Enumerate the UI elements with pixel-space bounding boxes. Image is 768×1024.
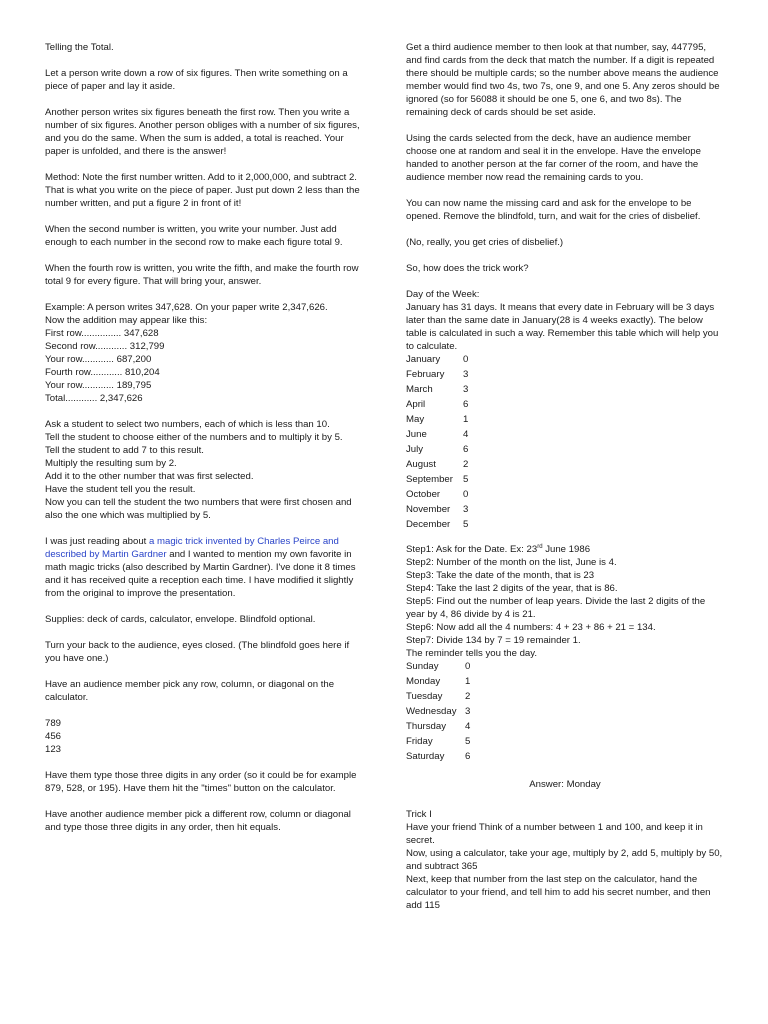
paragraph: Turn your back to the audience, eyes closed. (The blindfold goes here if you have one.) [45, 640, 350, 664]
row-label: January [406, 354, 441, 365]
row-label: September [406, 474, 453, 485]
student-line: Add it to the other number that was first selected. [45, 471, 254, 482]
row-code: 0 [465, 661, 471, 672]
table-row [406, 720, 470, 735]
day-of-week-section [406, 288, 724, 533]
row-label: July [406, 444, 424, 455]
row-label: Saturday [406, 751, 445, 762]
right-column [406, 41, 724, 925]
paragraph-method: Method: Note the first number written. Add to it 2,000,000, and subtract 2. That is what you write on the piece of paper. Just put down 2 less than the number written, and put a figure 2 in front of it! [45, 172, 360, 209]
row-label: Wednesday [406, 706, 457, 717]
table-row [406, 750, 470, 765]
trick-line: Trick I [406, 809, 432, 820]
row-code: 6 [463, 444, 469, 455]
keypad-block [45, 717, 363, 756]
row-label: December [406, 519, 451, 530]
step-line [406, 543, 724, 556]
table-row [406, 518, 468, 533]
table-row [406, 443, 468, 458]
row-label: August [406, 459, 436, 470]
step-line: Step6: Now add all the 4 numbers: 4 + 23 + 86 + 21 = 134. [406, 622, 656, 633]
table-row [406, 413, 468, 428]
row-code: 2 [465, 691, 471, 702]
row-code: 1 [463, 414, 469, 425]
trick-line: Have your friend Think of a number between 1 and 100, and keep it in secret. [406, 822, 703, 846]
row-code: 5 [465, 736, 471, 747]
step1-prefix: Step1: Ask for the Date. Ex: 23 [406, 544, 538, 555]
table-row [406, 368, 468, 383]
paragraph: When the second number is written, you write your number. Just add enough to each number in the second row to make each figure total 9. [45, 224, 343, 248]
row-code: 6 [463, 399, 469, 410]
row-label: Sunday [406, 661, 439, 672]
example-line: Total............ 2,347,626 [45, 393, 143, 404]
table-row [406, 690, 470, 705]
section-intro: January has 31 days. It means that every date in February will be 3 days later than the same date in January(28 is 4 weeks exactly). The below table is calculated in such a way. Remember this table which will help you to calculate. [406, 302, 719, 352]
trick-line: Now, using a calculator, take your age, multiply by 2, add 5, multiply by 50, and subtract 365 [406, 848, 723, 872]
paragraph: Have them type those three digits in any order (so it could be for example 879, 528, or 195). Have them hit the "times" button on the calculator. [45, 770, 357, 794]
paragraph: Have another audience member pick a different row, column or diagonal and type those three digits in any order, then hit equals. [45, 809, 351, 833]
table-row [406, 398, 468, 413]
step-line: Step5: Find out the number of leap years. Divide the last 2 digits of the year by 4, 86 divide by 4 is 21. [406, 596, 706, 620]
paragraph: Using the cards selected from the deck, have an audience member choose one at random and seal it in the envelope. Have the envelope handed to another person at the far corner of the room, and have the audience member now read the remaining cards to you. [406, 133, 701, 183]
student-line: Ask a student to select two numbers, each of which is less than 10. [45, 419, 330, 430]
table-row [406, 473, 468, 488]
trick-line: Next, keep that number from the last step on the calculator, hand the calculator to your friend, and tell him to add his secret number, and then add 115 [406, 874, 711, 911]
student-line: Now you can tell the student the two numbers that were first chosen and also the one which was multiplied by 5. [45, 497, 352, 521]
example-block [45, 301, 363, 405]
row-code: 3 [463, 369, 469, 380]
row-code: 3 [463, 504, 469, 515]
step-line: Step7: Divide 134 by 7 = 19 remainder 1. [406, 635, 581, 646]
row-label: June [406, 429, 427, 440]
student-line: Have the student tell you the result. [45, 484, 196, 495]
supplies-text: Supplies: deck of cards, calculator, envelope. Blindfold optional. [45, 614, 316, 625]
step1-suffix: June 1986 [542, 544, 591, 555]
example-line: First row............... 347,628 [45, 328, 159, 339]
paragraph: Have an audience member pick any row, column, or diagonal on the calculator. [45, 679, 335, 703]
row-code: 3 [465, 706, 471, 717]
row-code: 1 [465, 676, 471, 687]
step-line: The reminder tells you the day. [406, 648, 538, 659]
keypad-row: 456 [45, 731, 62, 742]
student-line: Tell the student to add 7 to this result. [45, 445, 204, 456]
paragraph: Get a third audience member to then look at that number, say, 447795, and find cards from the deck that match the number. If a digit is repeated there should be multiple cards; so the number above means the audience member would find two 4s, two 7s, one 9, and one 5. Any zeros should be ignored (so for 56088 it should be one 5, one 6, and two 8s). The remaining deck of cards should be set aside. [406, 42, 720, 118]
example-line: Your row............ 189,795 [45, 380, 152, 391]
table-row [406, 660, 470, 675]
table-row [406, 675, 470, 690]
paragraph: Let a person write down a row of six figures. Then write something on a piece of paper and lay it aside. [45, 68, 348, 92]
example-line: Second row............ 312,799 [45, 341, 165, 352]
paragraph: You can now name the missing card and ask for the envelope to be opened. Remove the blindfold, turn, and wait for the cries of disbelief. [406, 198, 701, 222]
row-code: 4 [463, 429, 469, 440]
reading-paragraph [45, 535, 363, 600]
row-label: Friday [406, 736, 433, 747]
table-row [406, 458, 468, 473]
row-label: April [406, 399, 426, 410]
keypad-row: 789 [45, 718, 62, 729]
step-line: Step3: Take the date of the month, that is 23 [406, 570, 595, 581]
example-line: Example: A person writes 347,628. On your paper write 2,347,626. [45, 302, 328, 313]
example-line: Now the addition may appear like this: [45, 315, 208, 326]
table-row [406, 353, 468, 368]
paragraph: (No, really, you get cries of disbelief.) [406, 237, 564, 248]
row-label: Monday [406, 676, 441, 687]
step-line: Step4: Take the last 2 digits of the year, that is 86. [406, 583, 618, 594]
table-row [406, 705, 470, 720]
steps-block [406, 543, 724, 765]
reading-prefix: I was just reading about [45, 536, 149, 547]
day-code-table [406, 660, 470, 765]
row-label: May [406, 414, 425, 425]
section-title: Day of the Week: [406, 289, 480, 300]
table-row [406, 503, 468, 518]
student-trick-block [45, 418, 363, 522]
trick-block [406, 808, 724, 912]
table-row [406, 383, 468, 398]
step-line: Step2: Number of the month on the list, June is 4. [406, 557, 617, 568]
row-code: 3 [463, 384, 469, 395]
answer-text: Answer: Monday [529, 779, 601, 790]
row-code: 2 [463, 459, 469, 470]
row-label: March [406, 384, 433, 395]
student-line: Multiply the resulting sum by 2. [45, 458, 177, 469]
left-column [45, 41, 363, 847]
example-line: Fourth row............ 810,204 [45, 367, 160, 378]
table-row [406, 735, 470, 750]
paragraph: Another person writes six figures beneath the first row. Then you write a number of six figures. Another person obliges with a number of six figures, and you do the same. When the sum is added, a total is reached. Your paper is unfolded, and there is the answer! [45, 107, 360, 157]
row-label: Thursday [406, 721, 446, 732]
row-code: 6 [465, 751, 471, 762]
paragraph: So, how does the trick work? [406, 263, 529, 274]
reading-suffix: and I wanted to mention my own favorite in math magic tricks (also described by Martin Gardner). I've done it 8 times and it has received quite a reception each time. I have modified it slightly from the original to improve the presentation. [45, 549, 356, 599]
table-row [406, 428, 468, 443]
row-label: October [406, 489, 441, 500]
title-telling-total: Telling the Total. [45, 42, 114, 53]
row-code: 4 [465, 721, 471, 732]
keypad-row: 123 [45, 744, 62, 755]
month-code-table [406, 353, 468, 533]
peirce-gardner-link[interactable]: a magic trick invented by Charles Peirce and described by Martin Gardner [45, 536, 339, 560]
row-label: November [406, 504, 451, 515]
ordinal-suffix: rd [537, 544, 543, 550]
student-line: Tell the student to choose either of the numbers and to multiply it by 5. [45, 432, 343, 443]
row-code: 5 [463, 519, 469, 530]
row-code: 0 [463, 354, 469, 365]
row-code: 5 [463, 474, 469, 485]
example-line: Your row............ 687,200 [45, 354, 152, 365]
table-row [406, 488, 468, 503]
row-label: Tuesday [406, 691, 443, 702]
row-code: 0 [463, 489, 469, 500]
row-label: February [406, 369, 445, 380]
paragraph: When the fourth row is written, you write the fifth, and make the fourth row total 9 for every figure. That will bring your, answer. [45, 263, 359, 287]
